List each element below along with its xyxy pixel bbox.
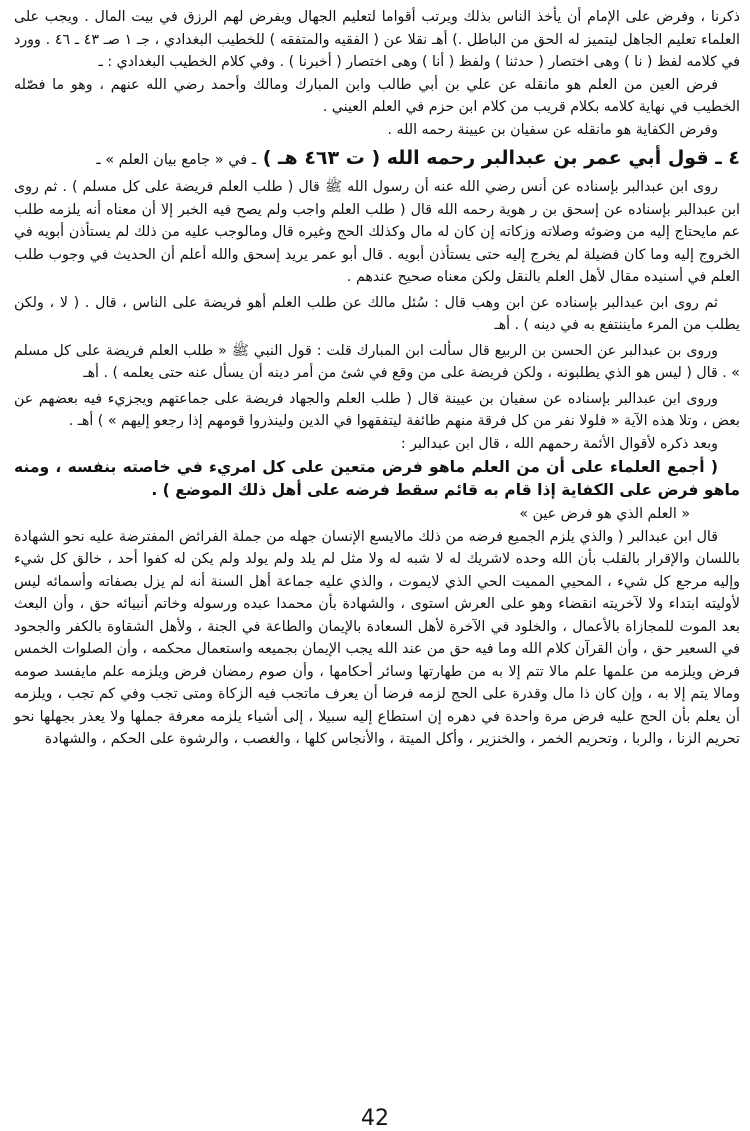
intro-paragraph-2: فرض العين من العلم هو مانقله عن علي بن أبي طالب وابن المبارك ومالك وأحمد رضي الله عنهم ، وهو ما فصّله الخطيب في نهاية كلامه بكلام قريب من كلام ابن حزم في العلم العيني . xyxy=(14,76,740,115)
section-paragraph-2: ثم روى ابن عبدالبر بإسناده عن ابن وهب قال : سُئل مالك عن طلب العلم أهو فريضة على الناس ، قال . ( لا ، ولكن يطلب من المرء مايننتفع به في دينه ) . أهـ xyxy=(14,294,740,333)
intro-paragraph-1: ذكرنا ، وفرض على الإمام أن يأخذ الناس بذلك ويرتب أقواما لتعليم الجهال ويفرض لهم الرزق في بيت المال . ويجب على العلماء تعليم الجاهل ليتميز له الحق من الباطل .) أهـ نقلا عن ( الفقيه والمتفقه ) للخطيب البغدادي ، جـ ١ صـ ٤٣ ـ ٤٦ . وورد في كلامه لفظ ( نا ) وهى اختصار ( حدثنا ) ولفظ ( أنا ) وهى اختصار ( أخبرنا ) . وفي كلام الخطيب البغدادي : ـ xyxy=(14,9,740,70)
section-heading-source: ـ في « جامع بيان العلم » ـ xyxy=(96,152,257,168)
consensus-quote: ( أجمع العلماء على أن من العلم ماهو فرض متعين على كل امريء في خاصته بنفسه ، ومنه ماهو فرض على الكفاية إذا قام به قائم سقط فرضه على أهل ذلك الموضع ) . xyxy=(14,458,740,499)
intro-paragraph-3: وفرض الكفاية هو مانقله عن سفيان بن عيينة رحمه الله . xyxy=(387,121,718,138)
page-number: 42 xyxy=(361,1106,389,1131)
section-paragraph-1: روى ابن عبدالبر بإسناده عن أنس رضي الله عنه أن رسول الله ﷺ قال ( طلب العلم فريضة على كل مسلم ) . ثم روى ابن عبدالبر بإسناده عن إسحق بن ر هوية رحمه الله قال ( طلب العلم واجب ولم يصح فيه الخبر إلا أن معناه أنه يلزمه طلب عم مايحتاج إليه من وضوئه وصلاته وزكاته إن كان له مال وكذلك الحج وغيره قال ومالوجب عليه من ذلك لم يستأذن أبويه في الخروج إليه وما كان فضيلة لم يخرج إليه حتى يستأذن أبويه . قال أبو عمر يريد إسحق والله أعلم أن الحديث في وجوب طلب العلم في أسنيده مقال لأهل العلم بالنقل ولكن معناه صحيح عندهم . xyxy=(14,179,740,285)
section-paragraph-4: وروى ابن عبدالبر بإسناده عن سفيان بن عيينة قال ( طلب العلم والجهاد فريضة على جماعتهم ويجزيء فيه بعضهم عن بعض ، وتلا هذه الآية « فلولا نفر من كل فرقة منهم طائفة ليتفقهوا في الدين ولينذروا قومهم إذا رجعو إليهم » ) أهـ . xyxy=(14,390,740,429)
section-heading xyxy=(14,144,740,174)
subheading: « العلم الذي هو فرض عين » xyxy=(519,506,690,522)
page-body xyxy=(14,6,740,751)
section-paragraph-3: وروى بن عبدالبر عن الحسن بن الربيع قال سألت ابن المبارك قلت : قول النبي ﷺ « طلب العلم فريضة على كل مسلم » . قال ( ليس هو الذي يطلبونه ، ولكن فريضة على من وقع في شئ من أمر دينه أن يسأل عنه حتى يعلمه ) . أهـ xyxy=(14,342,740,381)
section-paragraph-5: وبعد ذكره لأقوال الأئمة رحمهم الله ، قال ابن عبدالبر : xyxy=(400,435,718,452)
section-paragraph-6: قال ابن عبدالبر ( والذي يلزم الجميع فرضه من ذلك مالايسع الإنسان جهله من جملة الفرائض المفترضة عليه نحو الشهادة باللسان والإقرار بالقلب بأن الله وحده لاشريك له لا شبه له ولا مثل لم يلد ولم يولد ولم يكن له كفوا أحد ، خالق كل شيء وإليه مرجع كل شيء ، المحيي المميت الحي الذي لايموت ، والذي عليه جماعة أهل السنة أنه لم يزل بصفاته وأسمائه ليس لأوليته ابتداء ولا لآخريته انقضاء وهو على العرش استوى ، والشهادة بأن محمدا عبده ورسوله وخاتم أنبيائه حق ، وأن البعث بعد الموت للمجازاة بالأعمال ، والخلود في الآخرة لأهل السعادة بالإيمان والطاعة في الجنة ، ولأهل الشقاوة بالكفر والجحود في السعير حق ، وأن القرآن كلام الله وما فيه حق من عند الله يجب الإيمان بجميعه واستعمال محكمه ، وأن الصلوات الخمس فرض ويلزمه من علمها علم مالا تتم إلا به من طهارتها وسائر أحكامها ، وأن صوم رمضان فرض ويلزمه علم مايفسد صومه ومالا يتم إلا به ، وإن كان ذا مال وقدرة على الحج لزمه فرضا أن يعرف ماتجب فيه الزكاة ومتى تجب وفي كم تجب ، ويلزمه أن يعلم بأن الحج عليه فرض مرة واحدة في دهره إن استطاع إليه سبيلا ، إلى أشياء يلزمه معرفة جملها ولا يعذر بجهلها نحو تحريم الزنا ، والربا ، وتحريم الخمر ، والخنزير ، وأكل الميتة ، والأنجاس كلها ، والغصب ، والرشوة على الحكم ، والشهادة xyxy=(14,528,740,747)
section-heading-main: ٤ ـ قول أبي عمر بن عبدالبر رحمه الله ( ت ٤٦٣ هـ ) xyxy=(262,147,740,169)
